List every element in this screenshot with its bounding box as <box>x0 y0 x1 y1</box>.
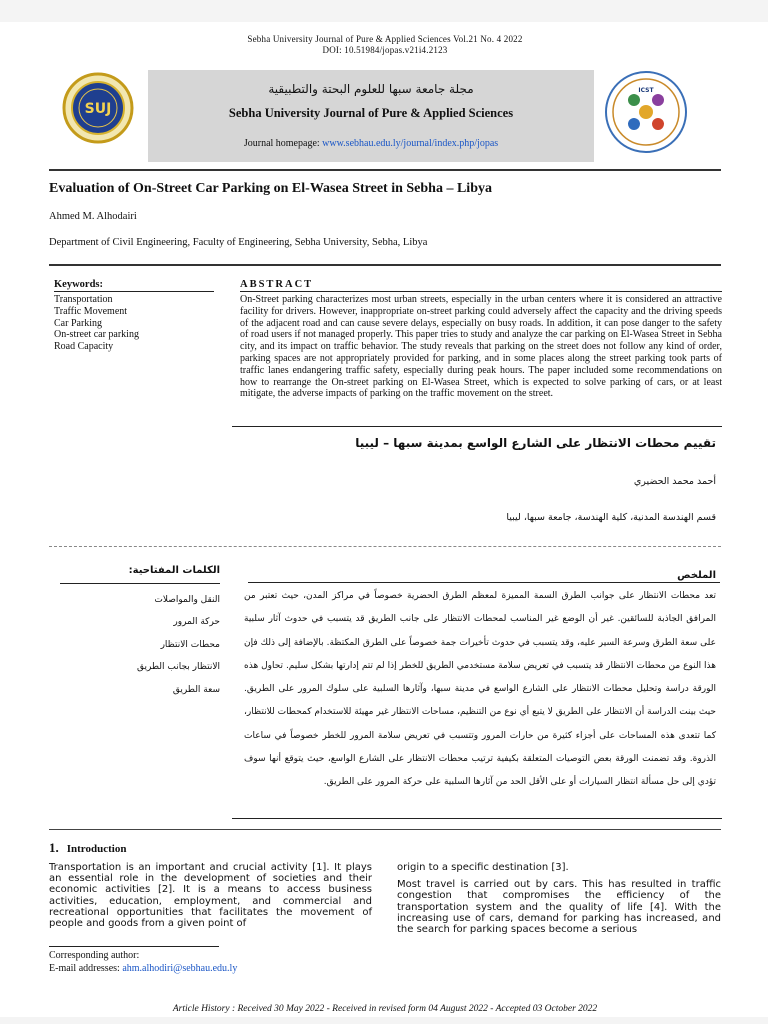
university-seal-icon <box>62 72 134 144</box>
arabic-keyword-item: الانتظار بجانب الطريق <box>136 662 220 673</box>
arabic-divider <box>49 546 721 547</box>
arabic-abstract-heading: الملخص <box>677 570 716 581</box>
arabic-keywords-heading: الكلمات المفتاحية: <box>128 565 220 576</box>
arabic-keyword-item: سعة الطريق <box>172 684 220 695</box>
abstract-heading: ABSTRACT <box>240 279 314 290</box>
arabic-author: أحمد محمد الحضيري <box>633 476 716 487</box>
intro-paragraph: origin to a specific destination [3]. <box>397 862 569 873</box>
corresponding-author-label: Corresponding author: <box>49 950 140 961</box>
arabic-affiliation: قسم الهندسة المدنية، كلية الهندسة، جامعة سبها، ليبيا <box>506 512 716 523</box>
arabic-title: تقييم محطات الانتظار على الشارع الواسع بمدينة سبها – ليبيا <box>355 436 716 450</box>
abstract-body: On-Street parking characterizes most urban streets, especially in the urban centers where it is considered an attractive facility for drivers. However, inappropriate on-street parking could adversely affect the capacity and the driving speeds of the adjacent road and can cause severe delays, especially on busy roads. In addition, it can pose danger to the safety of road users if not managed properly. This paper tries to study and analyze the car parking on El-Wasea Street in Sebha city, and its impact on traffic behavior. The study reveals that parking on the street does not follow any kind of order, parking spaces are not appropriately provided for parking, and in some places along the street parking took parts of traffic lanes endangering traffic safety, especially during peak hours. The paper included some recommendations on how to rearrange the On-street parking on El-Wasea Street, which is expected to solve parking of cars, or at least mitigate, the adverse impacts of parking on the traffic movement on the street. <box>240 294 722 400</box>
homepage-label: Journal homepage: <box>243 138 323 149</box>
keyword-item: Traffic Movement <box>54 305 128 317</box>
email-line <box>49 963 237 974</box>
arabic-keywords-list <box>60 589 220 701</box>
arabic-keyword-item: النقل والمواصلات <box>154 595 220 605</box>
top-band <box>0 0 768 22</box>
header-divider <box>49 169 721 171</box>
arabic-abstract-body: تعد محطات الانتظار على جوانب الطرق السمة المميزة لمعظم الطرق الحضرية خصوصاً في مراكز المدن، حيث تعتبر من المرافق الجاذبة للسائقين. غير أن الوضع غير المناسب لمحطات الانتظار على جانب الطريق قد يتسبب في حدوث آثار سلبية على سعة الطرق وسرعة السير عليه، وقد يتسبب في حدوث تأخيرات جمة خصوصاً على الطرق المكتظة. بالإضافة إلى ذلك فإن هذا النوع من محطات الانتظار قد يتسبب في تعريض سلامة مستخدمي الطريق للخطر إذا لم تتم إدارتها بشكل سليم. تحاول هذه الورقة دراسة وتحليل محطات الانتظار على الشارع الواسع في مدينة سبها، وآثارها السلبية على سلوك المرور على الطريق. حيث بينت الدراسة أن الانتظار على الطريق لا يتبع أي نوع من التنظيم، مساحات الانتظار غير مهيئة للاستخدام كمحطات للانتظار، كما تتعدى هذه المساحات على أجزاء كثيرة من حارات المرور وتتسبب في تعريض سلامة المرور للخطر خصوصاً في ساعات الذروة. وقد تضمنت الورقة بعض التوصيات المتعلقة بكيفية ترتيب محطات الانتظار على الشارع الواسع، حيث يتوقع أنها سوف تؤدي إلى حل مسألة انتظار السيارات أو على الأقل الحد من آثارها السلبية على حركة المرور على الطريق. <box>244 591 716 788</box>
keyword-item: On-street car parking <box>54 329 139 341</box>
section-number: 1. <box>49 840 59 855</box>
author-name: Ahmed M. Alhodairi <box>49 211 137 222</box>
intro-right-column <box>397 862 721 941</box>
author-affiliation: Department of Civil Engineering, Faculty of Engineering, Sebha University, Sebha, Libya <box>49 237 428 248</box>
journal-name-arabic: مجلة جامعة سبها للعلوم البحتة والتطبيقية <box>268 82 474 96</box>
arabic-keyword-item: حركة المرور <box>173 617 220 628</box>
doi-line: DOI: 10.51984/jopas.v21i4.2123 <box>322 45 448 55</box>
intro-paragraph: Most travel is carried out by cars. This has resulted in traffic congestion that compromises the efficiency of the transportation system and the quality of life [4]. With the increasing use of cars, demand for parking has increased, and the search for parking spaces become a serious <box>397 879 721 936</box>
section-divider <box>49 264 721 266</box>
journal-name-english: Sebha University Journal of Pure & Applied Sciences <box>228 106 514 120</box>
keyword-item: Car Parking <box>54 317 103 329</box>
conference-logo-icon <box>604 70 688 154</box>
keyword-item: Transportation <box>54 294 113 305</box>
journal-homepage <box>148 138 594 149</box>
keywords-list <box>54 294 139 353</box>
email-label: E-mail addresses: <box>49 963 123 974</box>
keywords-heading: Keywords: <box>54 279 103 290</box>
keywords-underline <box>54 291 214 292</box>
intro-paragraph: Transportation is an important and crucial activity [1]. It plays an essential role in the development of societies and their economic activities [2]. It is a means to access business activities, education, employment, and commercial and recreational opportunities that facilitates the movement of people and goods from a given point of <box>49 862 372 930</box>
seal-letters: SUJ <box>84 101 112 117</box>
arabic-abstract-bottom-rule <box>232 818 722 819</box>
journal-header-line: Sebha University Journal of Pure & Applied Sciences Vol.21 No. 4 2022 <box>247 34 523 44</box>
arabic-keywords-underline <box>60 583 220 584</box>
abstract-underline <box>240 291 722 292</box>
article-history: Article History : Received 30 May 2022 - Received in revised form 04 August 2022 - Accepted 03 October 2022 <box>172 1004 598 1014</box>
section-title: Introduction <box>66 843 127 855</box>
bottom-band <box>0 1017 768 1024</box>
intro-divider <box>49 829 721 830</box>
email-link[interactable]: ahm.alhodiri@sebhau.edu.ly <box>122 963 238 974</box>
abstract-bottom-rule <box>232 426 722 427</box>
homepage-link[interactable]: www.sebhau.edu.ly/journal/index.php/jopas <box>322 138 499 149</box>
arabic-keyword-item: محطات الانتظار <box>160 639 220 650</box>
footnote-rule <box>49 946 219 947</box>
arabic-abstract-underline <box>248 582 720 583</box>
paper-title: Evaluation of On-Street Car Parking on El-Wasea Street in Sebha – Libya <box>49 181 492 196</box>
introduction-heading <box>49 840 126 856</box>
conference-logo-letters: ICST <box>638 87 654 94</box>
intro-left-column <box>49 862 372 935</box>
keyword-item: Road Capacity <box>54 341 114 353</box>
